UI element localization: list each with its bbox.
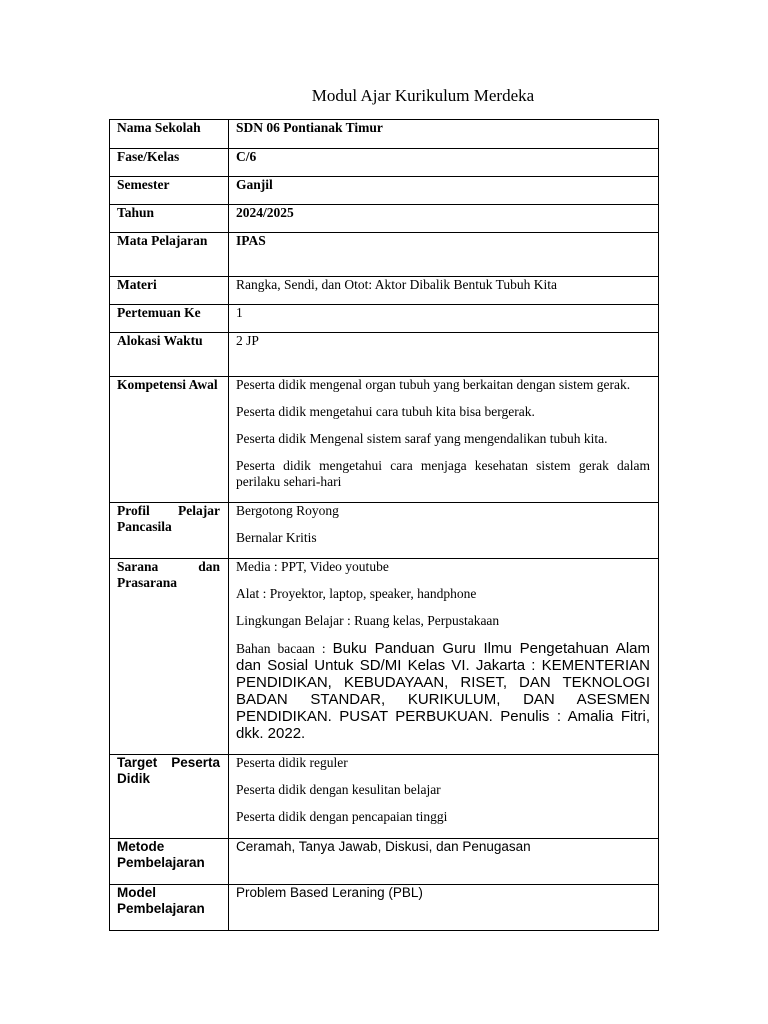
- table-row: [110, 333, 659, 377]
- row-label: Pertemuan Ke: [110, 305, 229, 333]
- row-value: IPAS: [229, 233, 659, 277]
- table-row: [110, 885, 659, 931]
- table-row: [110, 755, 659, 839]
- row-value: Rangka, Sendi, dan Otot: Aktor Dibalik Bentuk Tubuh Kita: [229, 277, 659, 305]
- bahan-bacaan-text: Buku Panduan Guru Ilmu Pengetahuan Alam dan Sosial Untuk SD/MI Kelas VI. Jakarta : KEMENTERIAN PENDIDIKAN, KEBUDAYAAN, RISET, DAN TEKNOLOGI BADAN STANDAR, KURIKULUM, DAN ASESMEN PENDIDIKAN. PUSAT PERBUKUAN. Penulis : Amalia Fitri, dkk. 2022.: [236, 640, 650, 742]
- row-label: Sarana dan Prasarana: [110, 559, 229, 755]
- table-row: [110, 177, 659, 205]
- row-value: Ceramah, Tanya Jawab, Diskusi, dan Penugasan: [229, 839, 659, 885]
- row-label: Fase/Kelas: [110, 149, 229, 177]
- row-label: Model Pembelajaran: [110, 885, 229, 931]
- table-row: [110, 277, 659, 305]
- row-value: Ganjil: [229, 177, 659, 205]
- target-item: Peserta didik dengan pencapaian tinggi: [236, 809, 448, 824]
- table-row: [110, 305, 659, 333]
- row-value: [229, 559, 659, 755]
- row-value: Problem Based Leraning (PBL): [229, 885, 659, 931]
- row-value: 2024/2025: [229, 205, 659, 233]
- sarana-item: Alat : Proyektor, laptop, speaker, handphone: [236, 586, 477, 601]
- row-label: Semester: [110, 177, 229, 205]
- kompetensi-item: Peserta didik mengetahui cara menjaga kesehatan sistem gerak dalam perilaku sehari-hari: [236, 458, 650, 489]
- row-label: Mata Pelajaran: [110, 233, 229, 277]
- bahan-bacaan: [236, 640, 650, 742]
- row-label: Kompetensi Awal: [110, 377, 229, 503]
- row-label: Nama Sekolah: [110, 120, 229, 149]
- row-value: 1: [229, 305, 659, 333]
- table-row: [110, 559, 659, 755]
- target-item: Peserta didik dengan kesulitan belajar: [236, 782, 441, 797]
- sarana-item: Lingkungan Belajar : Ruang kelas, Perpustakaan: [236, 613, 500, 628]
- row-label: Metode Pembelajaran: [110, 839, 229, 885]
- table-row: [110, 205, 659, 233]
- row-label: Tahun: [110, 205, 229, 233]
- row-label: Profil Pelajar Pancasila: [110, 503, 229, 559]
- row-label: Target Peserta Didik: [110, 755, 229, 839]
- row-value: [229, 503, 659, 559]
- table-row: [110, 503, 659, 559]
- target-item: Peserta didik reguler: [236, 755, 348, 770]
- document-title: Modul Ajar Kurikulum Merdeka: [311, 86, 535, 105]
- bahan-bacaan-label: Bahan bacaan :: [236, 641, 333, 656]
- profil-item: Bergotong Royong: [236, 503, 339, 518]
- table-row: [110, 839, 659, 885]
- kompetensi-item: Peserta didik mengetahui cara tubuh kita bisa bergerak.: [236, 404, 535, 419]
- table-row: [110, 149, 659, 177]
- table-row: [110, 120, 659, 149]
- row-value: SDN 06 Pontianak Timur: [229, 120, 659, 149]
- row-label: Materi: [110, 277, 229, 305]
- row-value: [229, 377, 659, 503]
- table-row: [110, 377, 659, 503]
- modul-table: [109, 119, 659, 931]
- profil-item: Bernalar Kritis: [236, 530, 317, 545]
- sarana-item: Media : PPT, Video youtube: [236, 559, 389, 574]
- table-row: [110, 233, 659, 277]
- row-value: [229, 755, 659, 839]
- kompetensi-item: Peserta didik Mengenal sistem saraf yang mengendalikan tubuh kita.: [236, 431, 608, 446]
- row-value: 2 JP: [229, 333, 659, 377]
- row-label: Alokasi Waktu: [110, 333, 229, 377]
- row-value: C/6: [229, 149, 659, 177]
- kompetensi-item: Peserta didik mengenal organ tubuh yang berkaitan dengan sistem gerak.: [236, 377, 631, 392]
